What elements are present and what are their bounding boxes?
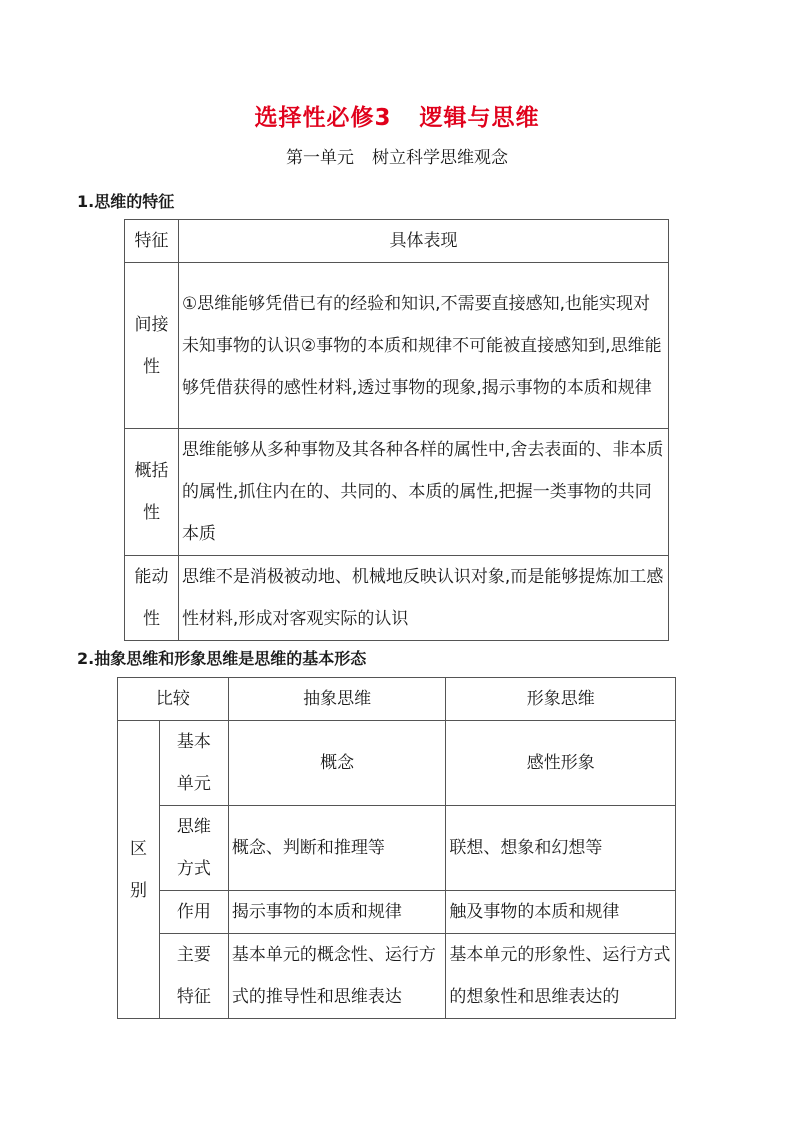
aspect-cell: 思维 方式 xyxy=(159,806,228,891)
image-cell: 感性形象 xyxy=(446,721,676,806)
header-cell: 特征 xyxy=(125,220,179,263)
table-row xyxy=(118,721,676,806)
subtitle-part1: 第一单元 xyxy=(286,148,354,168)
group-label-cell: 区 别 xyxy=(118,721,160,1019)
header-cell: 抽象思维 xyxy=(228,678,446,721)
table-row xyxy=(118,934,676,1019)
section1-heading: 1.思维的特征 xyxy=(77,192,175,211)
table-row xyxy=(125,556,669,641)
desc-cell: ①思维能够凭借已有的经验和知识,不需要直接感知,也能实现对未知事物的认识②事物的本质和规律不可能被直接感知到,思维能够凭借获得的感性材料,透过事物的现象,揭示事物的本质和规律 xyxy=(178,263,668,429)
image-cell: 基本单元的形象性、运行方式的想象性和思维表达的 xyxy=(446,934,676,1019)
subtitle-part2: 树立科学思维观念 xyxy=(372,148,508,168)
title-part1: 选择性必修3 xyxy=(254,105,392,131)
title-part2: 逻辑与思维 xyxy=(419,105,540,131)
desc-cell: 思维不是消极被动地、机械地反映认识对象,而是能够提炼加工感性材料,形成对客观实际的认识 xyxy=(178,556,668,641)
table-header-row xyxy=(125,220,669,263)
abstract-cell: 基本单元的概念性、运行方式的推导性和思维表达 xyxy=(228,934,446,1019)
feature-cell: 间接 性 xyxy=(125,263,179,429)
header-cell: 具体表现 xyxy=(178,220,668,263)
desc-cell: 思维能够从多种事物及其各种各样的属性中,舍去表面的、非本质的属性,抓住内在的、共同的、本质的属性,把握一类事物的共同本质 xyxy=(178,429,668,556)
header-cell: 比较 xyxy=(118,678,229,721)
feature-cell: 能动 性 xyxy=(125,556,179,641)
table-row xyxy=(125,263,669,429)
image-cell: 触及事物的本质和规律 xyxy=(446,891,676,934)
table-row xyxy=(118,806,676,891)
feature-cell: 概括 性 xyxy=(125,429,179,556)
thinking-features-table xyxy=(124,219,669,641)
image-cell: 联想、想象和幻想等 xyxy=(446,806,676,891)
thinking-forms-table xyxy=(117,677,676,1019)
page-subtitle xyxy=(0,146,794,170)
abstract-cell: 揭示事物的本质和规律 xyxy=(228,891,446,934)
table-header-row xyxy=(118,678,676,721)
abstract-cell: 概念、判断和推理等 xyxy=(228,806,446,891)
section2-heading: 2.抽象思维和形象思维是思维的基本形态 xyxy=(77,649,367,668)
abstract-cell: 概念 xyxy=(228,721,446,806)
page-title xyxy=(0,101,794,135)
aspect-cell: 作用 xyxy=(159,891,228,934)
table-row xyxy=(125,429,669,556)
aspect-cell: 基本 单元 xyxy=(159,721,228,806)
aspect-cell: 主要 特征 xyxy=(159,934,228,1019)
header-cell: 形象思维 xyxy=(446,678,676,721)
table-row xyxy=(118,891,676,934)
